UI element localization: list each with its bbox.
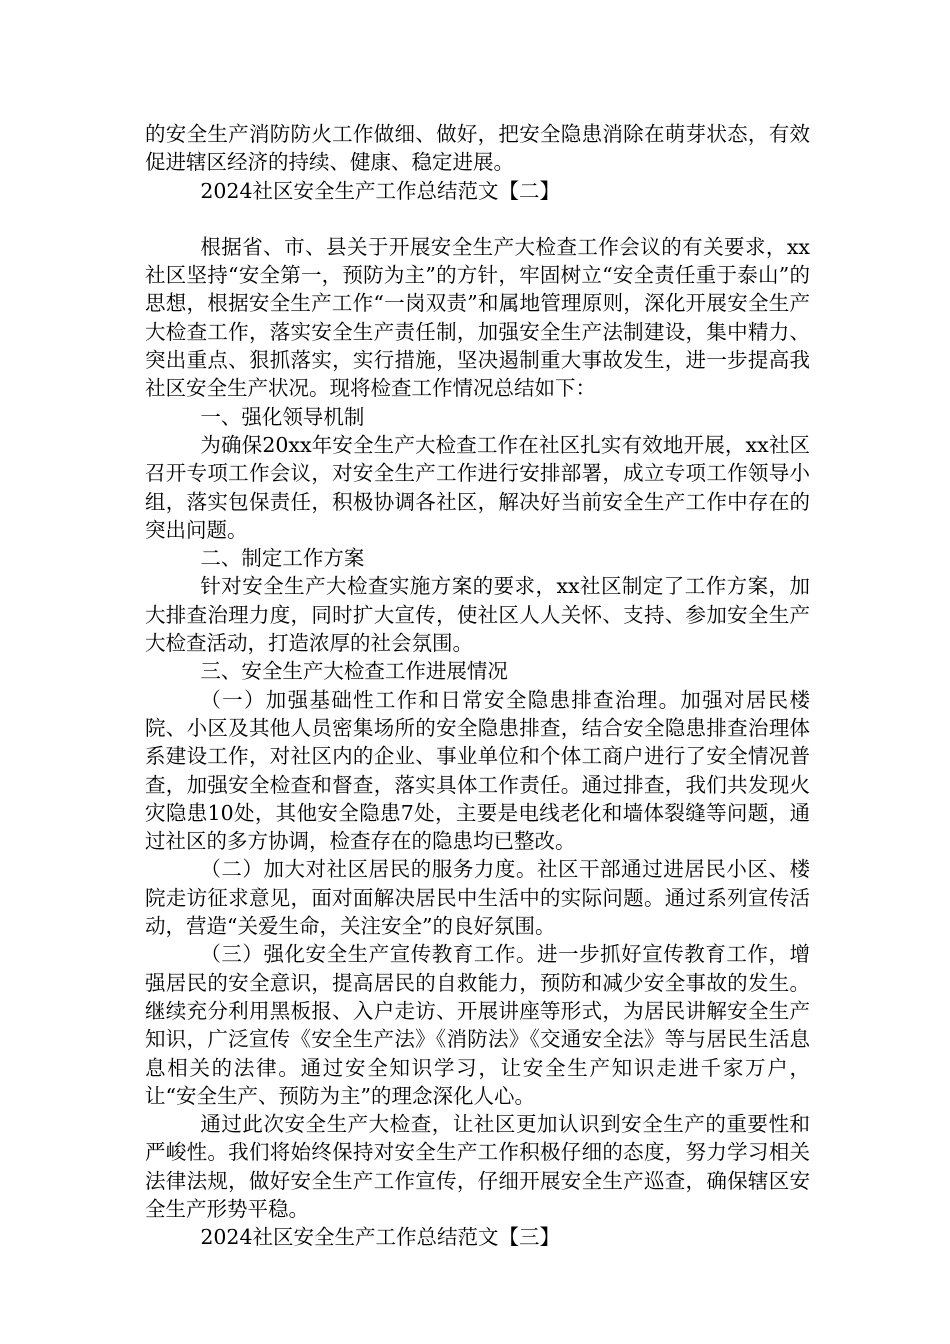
heading-leadership: 一、强化领导机制 [200,404,365,429]
heading-plan: 二、制定工作方案 [200,546,365,571]
document-body [145,120,810,1252]
paragraph-continuation: 的安全生产消防防火工作做细、做好，把安全隐患消除在萌芽状态，有效促进辖区经济的持续、健康、稳定进展。 [145,122,810,175]
section-title-two: 2024社区安全生产工作总结范文【二】 [200,178,561,203]
heading-progress: 三、安全生产大检查工作进展情况 [200,659,508,684]
paragraph-intro: 根据省、市、县关于开展安全生产大检查工作会议的有关要求，xx社区坚持“安全第一，预防为主”的方针，牢固树立“安全责任重于泰山”的思想，根据安全生产工作“一岗双责”和属地管理原则，深化开展安全生产大检查工作，落实安全生产责任制，加强安全生产法制建设，集中精力、突出重点、狠抓落实，实行措施，坚决遏制重大事故发生，进一步提高我社区安全生产状况。现将检查工作情况总结如下： [145,234,810,401]
paragraph-conclusion: 通过此次安全生产大检查，让社区更加认识到安全生产的重要性和严峻性。我们将始终保持对安全生产工作积极仔细的态度，努力学习相关法律法规，做好安全生产工作宣传，仔细开展安全生产巡查，确保辖区安全生产形势平稳。 [145,1112,810,1221]
paragraph-plan: 针对安全生产大检查实施方案的要求，xx社区制定了工作方案，加大排查治理力度，同时扩大宣传，使社区人人关怀、支持、参加安全生产大检查活动，打造浓厚的社会氛围。 [145,574,810,656]
paragraph-progress-three: （三）强化安全生产宣传教育工作。进一步抓好宣传教育工作，增强居民的安全意识，提高居民的自救能力，预防和减少安全事故的发生。继续充分利用黑板报、入户走访、开展讲座等形式，为居民讲解安全生产知识，广泛宣传《安全生产法》《消防法》《交通安全法》等与居民生活息息相关的法律。通过安全知识学习，让安全生产知识走进千家万户，让“安全生产、预防为主”的理念深化人心。 [145,942,810,1108]
blank-line [145,205,810,233]
paragraph-leadership: 为确保20xx年安全生产大检查工作在社区扎实有效地开展，xx社区召开专项工作会议，对安全生产工作进行安排部署，成立专项工作领导小组，落实包保责任，积极协调各社区，解决好当前安全生产工作中存在的突出问题。 [145,432,810,542]
section-title-three: 2024社区安全生产工作总结范文【三】 [200,1225,561,1250]
paragraph-progress-two: （二）加大对社区居民的服务力度。社区干部通过进居民小区、楼院走访征求意见，面对面解决居民中生活中的实际问题。通过系列宣传活动，营造“关爱生命，关注安全”的良好氛围。 [145,857,810,939]
paragraph-progress-one: （一）加强基础性工作和日常安全隐患排查治理。加强对居民楼院、小区及其他人员密集场所的安全隐患排查，结合安全隐患排查治理体系建设工作，对社区内的企业、事业单位和个体工商户进行了安全情况普查，加强安全检查和督查，落实具体工作责任。通过排查，我们共发现火灾隐患10处，其他安全隐患7处，主要是电线老化和墙体裂缝等问题，通过社区的多方协调，检查存在的隐患均已整改。 [145,687,810,854]
